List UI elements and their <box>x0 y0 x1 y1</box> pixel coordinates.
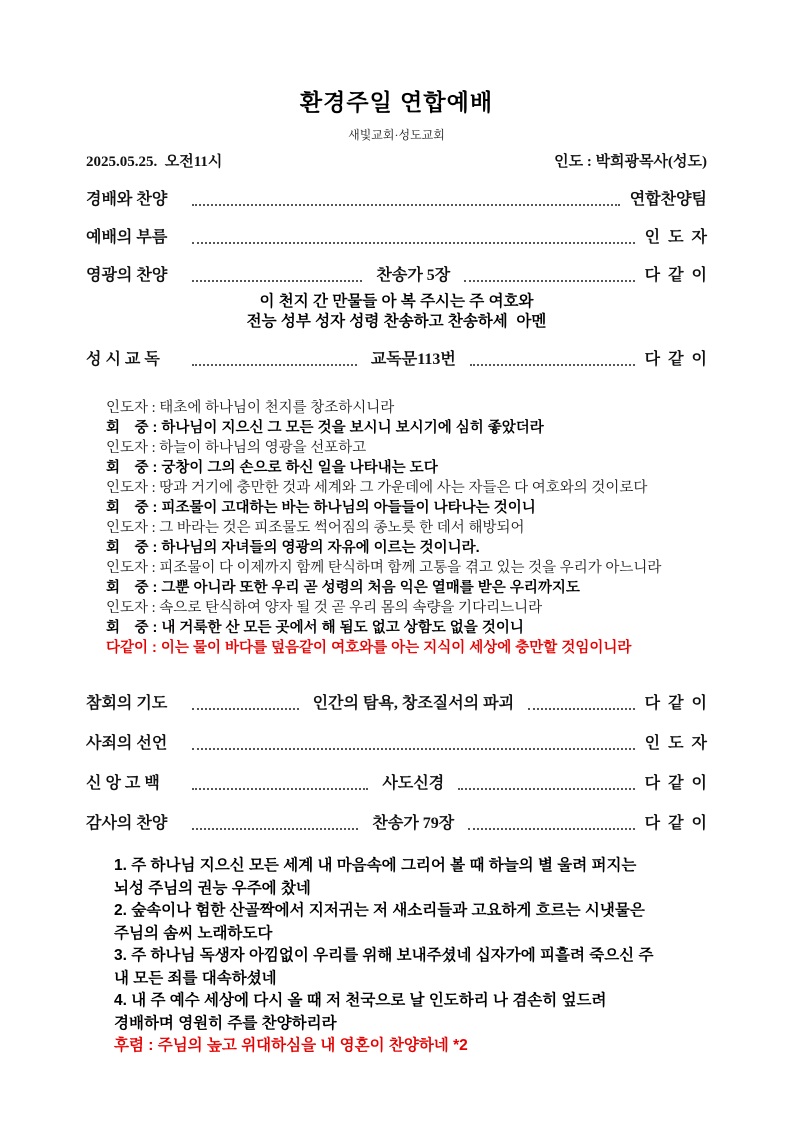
service-leader: 인도 : 박희광목사(성도) <box>554 154 707 170</box>
reading-line: 인도자 : 그 바라는 것은 피조물도 썩어짐의 종노릇 한 데서 해방되어 <box>106 520 525 536</box>
order-item-label: 사죄의 선언 <box>86 735 168 752</box>
gloria-hymn-text <box>86 292 707 331</box>
order-item-performer: 인 도 자 <box>644 735 707 752</box>
verse-line: 2. 숲속이나 험한 산골짝에서 지저귀는 저 새소리들과 고요하게 흐르는 시냇물은 <box>114 902 645 919</box>
reading-line: 인도자 : 땅과 거기에 충만한 것과 세계와 그 가운데에 사는 자들은 다 여호와의 것이로다 <box>106 480 648 496</box>
order-item-performer: 인 도 자 <box>644 229 707 246</box>
verse-line: 1. 주 하나님 지으신 모든 세계 내 마음속에 그리어 볼 때 하늘의 별 울려 퍼지는 <box>114 857 637 874</box>
order-item-detail: 인간의 탐욕, 창조질서의 파괴 <box>312 695 515 712</box>
order-item-label: 성 시 교 독 <box>86 351 160 368</box>
order-of-service-top <box>86 186 707 285</box>
dotted-leader <box>192 736 635 750</box>
order-item-label: 참회의 기도 <box>86 695 168 712</box>
reading-line: 회 중 : 피조물이 고대하는 바는 하나님의 아들들이 나타나는 것이니 <box>106 500 536 516</box>
order-row <box>86 346 707 369</box>
order-item-performer: 다 같 이 <box>644 351 708 368</box>
dotted-leader <box>192 776 368 790</box>
order-item-detail: 찬송가 5장 <box>376 267 451 284</box>
order-row <box>86 690 707 713</box>
order-row <box>86 810 707 833</box>
order-row <box>86 262 707 285</box>
verse-line: 3. 주 하나님 독생자 아낌없이 우리를 위해 보내주셨네 십자가에 피흘려 죽으신 주 <box>114 947 654 964</box>
order-item-label: 영광의 찬양 <box>86 267 168 284</box>
church-names: 새빛교회·성도교회 <box>348 128 445 142</box>
order-row <box>86 224 707 247</box>
verse-line: 뇌성 주님의 권능 우주에 찼네 <box>114 879 311 897</box>
dotted-leader <box>192 192 620 206</box>
page-title: 환경주일 연합예배 <box>299 89 494 115</box>
dotted-leader <box>192 230 635 244</box>
reading-line: 인도자 : 하늘이 하나님의 영광을 선포하고 <box>106 440 367 456</box>
verse-line: 후렴 : 주님의 높고 위대하심을 내 영혼이 찬양하네 *2 <box>114 1037 468 1054</box>
dotted-leader <box>470 352 635 366</box>
verse-line: 주님의 솜씨 노래하도다 <box>114 924 273 942</box>
reading-line: 인도자 : 속으로 탄식하여 양자 될 것 곧 우리 몸의 속량을 기다리느니라 <box>106 600 543 616</box>
verse-line: 4. 내 주 예수 세상에 다시 올 때 저 천국으로 날 인도하리 나 겸손히 엎드려 <box>114 992 607 1009</box>
reading-line: 다같이 : 이는 물이 바다를 덮음같이 여호와를 아는 지식이 세상에 충만할 것임이니라 <box>106 640 632 656</box>
order-item-detail: 교독문113번 <box>370 351 456 368</box>
dotted-leader <box>192 816 358 830</box>
dotted-leader <box>192 352 357 366</box>
verse-line: 경배하며 영원히 주를 찬양하리라 <box>114 1014 337 1032</box>
order-row <box>86 770 707 793</box>
order-item-performer: 다 같 이 <box>644 695 708 712</box>
dotted-leader <box>468 816 634 830</box>
service-datetime: 2025.05.25. 오전11시 <box>86 154 223 170</box>
order-of-service-bottom <box>86 690 707 833</box>
order-item-detail: 찬송가 79장 <box>372 815 455 832</box>
order-row <box>86 186 707 209</box>
order-item-performer: 다 같 이 <box>644 815 708 832</box>
reading-line: 회 중 : 하나님의 자녀들의 영광의 자유에 이르는 것이니라. <box>106 540 480 556</box>
dotted-leader <box>192 268 362 282</box>
order-item-label: 예배의 부름 <box>86 229 168 246</box>
dotted-leader <box>192 696 299 710</box>
order-item-detail: 사도신경 <box>382 775 445 792</box>
reading-line: 회 중 : 그뿐 아니라 또한 우리 곧 성령의 처음 익은 열매를 받은 우리까지도 <box>106 580 580 596</box>
meta-row <box>86 150 707 171</box>
dotted-leader <box>528 696 635 710</box>
reading-line: 인도자 : 태초에 하나님이 천지를 창조하시니라 <box>106 400 395 416</box>
reading-line: 회 중 : 하나님이 지으신 그 모든 것을 보시니 보시기에 심히 좋았더라 <box>106 420 544 436</box>
thanks-hymn-verses <box>86 855 707 1058</box>
dotted-leader <box>458 776 634 790</box>
verse-line: 내 모든 죄를 대속하셨네 <box>114 969 277 987</box>
reading-line: 인도자 : 피조물이 다 이제까지 함께 탄식하며 함께 고통을 겪고 있는 것을 우리가 아느니라 <box>106 560 662 576</box>
order-item-label: 경배와 찬양 <box>86 191 168 208</box>
reading-line: 회 중 : 궁창이 그의 손으로 하신 일을 나타내는 도다 <box>106 460 438 476</box>
dotted-leader <box>464 268 634 282</box>
order-item-performer: 연합찬양팀 <box>629 191 707 208</box>
order-row <box>86 730 707 753</box>
hymn-line: 이 천지 간 만물들 아 복 주시는 주 여호와 <box>259 293 534 310</box>
order-item-performer: 다 같 이 <box>644 775 708 792</box>
reading-line: 회 중 : 내 거룩한 산 모든 곳에서 해 됨도 없고 상함도 없을 것이니 <box>106 620 524 636</box>
order-item-label: 신 앙 고 백 <box>86 775 160 792</box>
responsive-reading <box>86 398 707 658</box>
order-item-label: 감사의 찬양 <box>86 815 168 832</box>
order-of-service-psalm <box>86 346 707 369</box>
hymn-line: 전능 성부 성자 성령 찬송하고 찬송하세 아멘 <box>246 312 547 330</box>
order-item-performer: 다 같 이 <box>644 267 708 284</box>
